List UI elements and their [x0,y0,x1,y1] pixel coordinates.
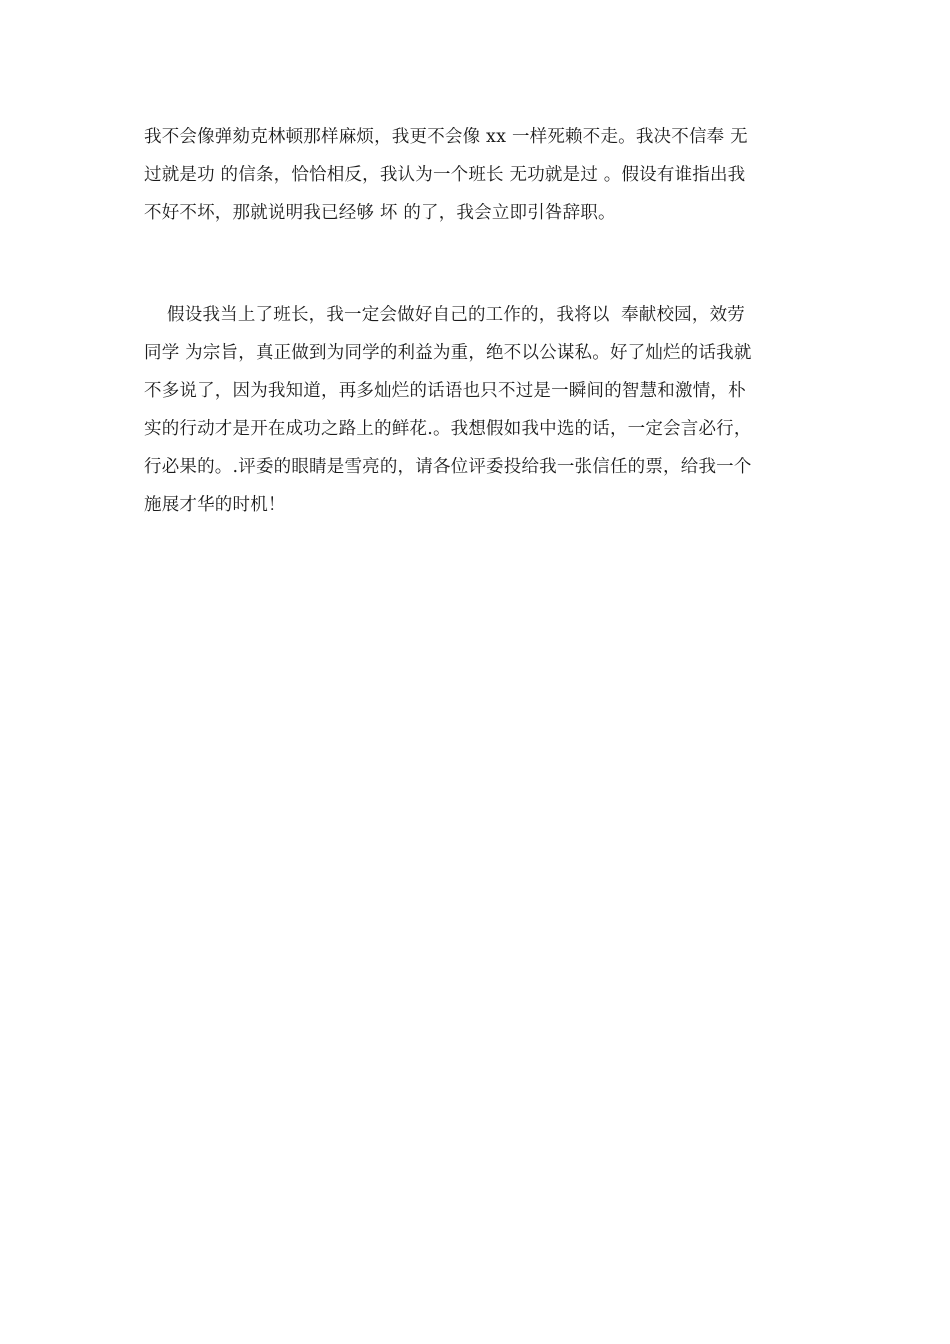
paragraph-line: 过就是功 的信条，恰恰相反，我认为一个班长 无功就是过 。假设有谁指出我 [144,165,746,185]
paragraph-line: 实的行动才是开在成功之路上的鲜花.。我想假如我中选的话，一定会言必行， [144,419,752,439]
paragraph-line: 施展才华的时机！ [144,495,286,515]
paragraph-line: 不多说了，因为我知道，再多灿烂的话语也只不过是一瞬间的智慧和激情，朴 [144,381,746,401]
paragraph-line: 假设我当上了班长，我一定会做好自己的工作的，我将以 奉献校园，效劳 [144,305,745,325]
paragraph-line: 行必果的。.评委的眼睛是雪亮的，请各位评委投给我一张信任的票，给我一个 [144,457,752,477]
paragraph-line: 不好不坏，那就说明我已经够 坏 的了，我会立即引咎辞职。 [144,203,616,223]
paragraph-line: 同学 为宗旨，真正做到为同学的利益为重，绝不以公谋私。好了灿烂的话我就 [144,343,752,363]
paragraph-2 [144,296,814,524]
paragraph-1 [144,118,814,232]
paragraph-line: 我不会像弹劾克林顿那样麻烦，我更不会像 xx 一样死赖不走。我决不信奉 无 [144,127,748,147]
